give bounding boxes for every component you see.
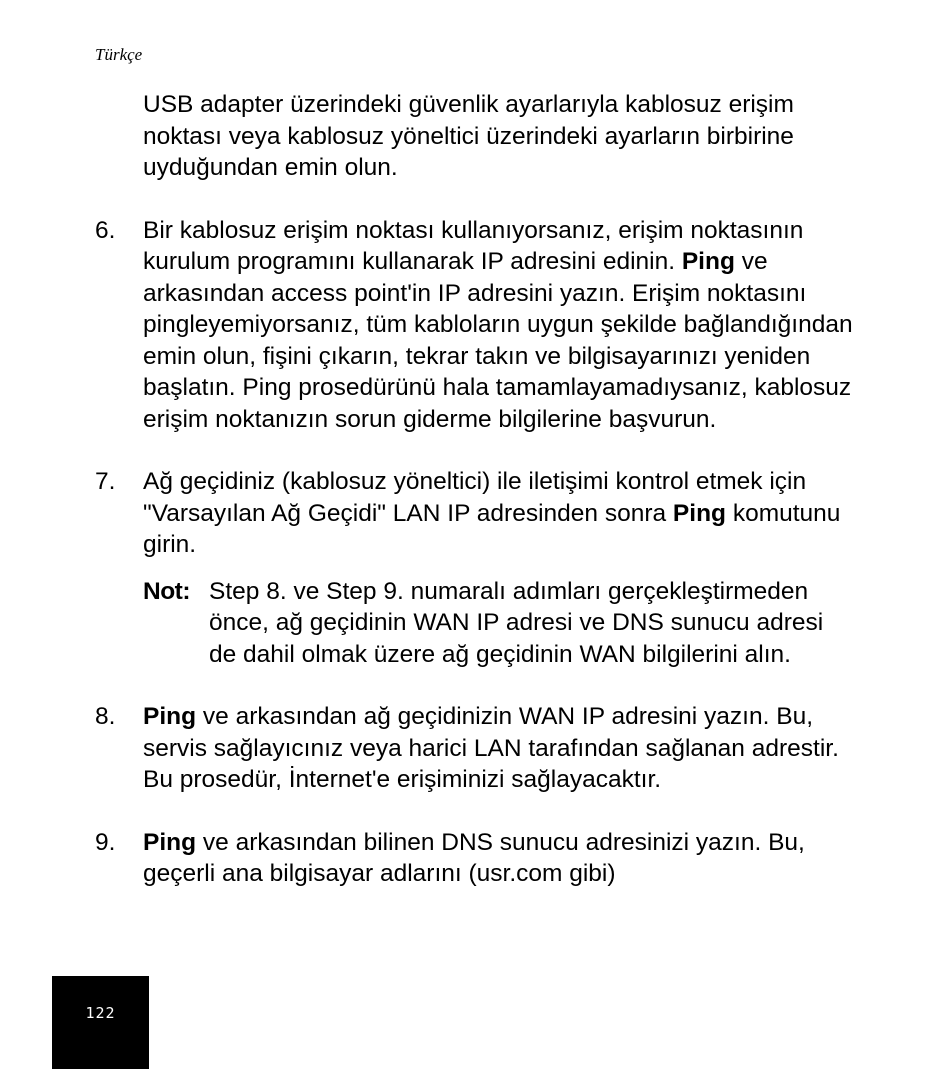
step-number: 6. [95, 216, 116, 244]
step-command-bold: Ping [143, 828, 197, 856]
running-header-language: Türkçe [95, 45, 143, 64]
list-item-step-9 [95, 827, 855, 890]
step-text-after: ve arkasından bilinen DNS sunucu adresinizi yazın. Bu, geçerli ana bilgisayar adlarını (usr.com gibi) [143, 828, 805, 887]
step-text-after: ve arkasından ağ geçidinizin WAN IP adresini yazın. Bu, servis sağlayıcınız veya harici LAN tarafından sağlanan adrestir. Bu prosedür, İnternet'e erişiminizi sağlayacaktır. [143, 703, 839, 793]
list-item-step-8 [95, 701, 855, 796]
list-item-step-6 [95, 215, 855, 436]
intro-paragraph: USB adapter üzerindeki güvenlik ayarlarıyla kablosuz erişim noktası veya kablosuz yöneltici üzerindeki ayarların birbirine uyduğundan emin olun. [143, 91, 794, 181]
note-label: Not: [143, 577, 190, 605]
step-number: 8. [95, 703, 116, 730]
note-text: Step 8. ve Step 9. numaralı adımları gerçekleştirmeden önce, ağ geçidinin WAN IP adresi ve DNS sunucu adresi de dahil olmak üzere ağ geçidinin WAN bilgilerini alın. [209, 577, 824, 668]
step-command-bold: Ping [143, 703, 197, 730]
document-body [95, 89, 855, 890]
step-command-bold: Ping [681, 248, 735, 275]
page-number: 122 [85, 1004, 116, 1022]
step-number: 9. [95, 828, 116, 856]
step-text-after: komutunu girin. [143, 499, 841, 558]
step-number: 7. [95, 468, 116, 495]
page-number-tab [52, 976, 149, 1069]
note-block [143, 576, 855, 671]
list-item-step-7 [95, 466, 855, 561]
step-text-before: Ağ geçidiniz (kablosuz yöneltici) ile iletişimi kontrol etmek için "Varsayılan Ağ Geçidi" LAN IP adresinden sonra [143, 468, 807, 527]
step-text-before: Bir kablosuz erişim noktası kullanıyorsanız, erişim noktasının kurulum programını kullanarak IP adresini edinin. [143, 216, 804, 275]
step-command-bold: Ping [672, 499, 727, 527]
step-text-after: ve arkasından access point'in IP adresini yazın. Erişim noktasını pingleyemiyorsanız, tüm kabloların uygun şekilde bağlandığından emin olun, fişini çıkarın, tekrar takın ve bilgisayarınızı yeniden başlatın. Ping prosedürünü hala tamamlayamadıysanız, kablosuz erişim noktanızın sorun giderme bilgilerine başvurun. [143, 248, 853, 433]
